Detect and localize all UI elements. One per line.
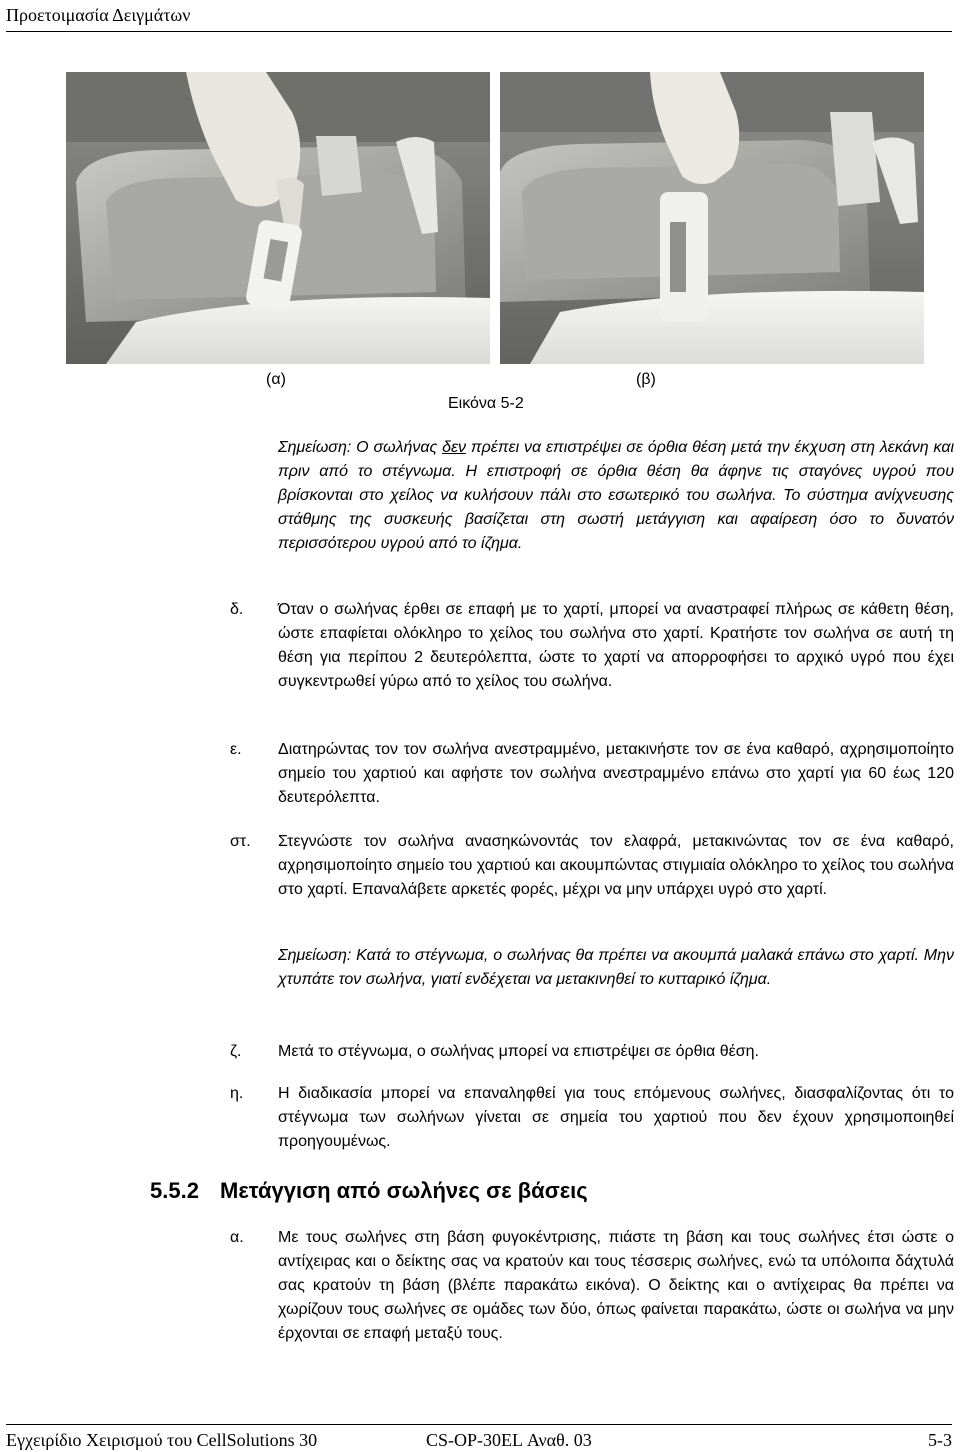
photo-a-illustration [66,72,490,364]
figure-caption-a: (α) [266,371,286,388]
step-z-text: Μετά το στέγνωμα, ο σωλήνας μπορεί να επιστρέψει σε όρθια θέση. [278,1043,759,1060]
figure-caption-b: (β) [636,371,656,388]
page-footer [6,1424,952,1452]
step-d-text: Όταν ο σωλήνας έρθει σε επαφή με το χαρτί, μπορεί να αναστραφεί πλήρως σε κάθετη θέση, ώστε επαφίεται ολόκληρο το χείλος του σωλήνα στο χαρτί. Κρατήστε τον σωλήνα σε αυτή τη θέση για περίπου 2 δευτερόλεπτα, ώστε το χαρτί να απορροφήσει το αρχικό υγρό που έχει συγκεντρωθεί γύρω από το χείλος του σωλήνα. [278,601,954,690]
note-tube-upright [278,436,954,556]
step-z-label: ζ. [230,1043,242,1060]
section-title-text: Μετάγγιση από σωλήνες σε βάσεις [220,1178,588,1203]
note1-rest: πρέπει να επιστρέψει σε όρθια θέση μετά την έκχυση στη λεκάνη και πριν από το στέγνωμα. Η επιστροφή σε όρθια θέση θα άφηνε τις σταγόνες υγρού που βρίσκονται στο χείλος να κυλήσουν πάλι στο εσωτερικό του σωλήνα. Το σύστημα ανίχνευσης στάθμης της συσκευής βασίζεται στη σωστή μετάγγιση και αφαίρεση όσο το δυνατόν περισσότερου υγρού από το ίζημα. [278,439,954,552]
step-a [230,1226,954,1370]
step-e-text: Διατηρώντας τον τον σωλήνα ανεστραμμένο, μετακινήστε τον σε ένα καθαρό, αχρησιμοποίητο σημείο του χαρτιού και αφήστε τον σωλήνα ανεστραμμένο επάνω στο χαρτί για 60 έως 120 δευτερόλεπτα. [278,741,954,806]
step-a-text: Με τους σωλήνες στη βάση φυγοκέντρισης, πιάστε τη βάση και τους σωλήνες έτσι ώστε ο αντίχειρας και ο δείκτης σας να κρατούν και τους τέσσερις σωλήνες, ενώ τα υπόλοιπα δάχτυλά σας κρατούν τη βάση (βλέπε παρακάτω εικόνα). Ο δείκτης και ο αντίχειρας θα πρέπει να χωρίζουν τους σωλήνες σε ομάδες των δύο, όπως φαίνεται παρακάτω, ώστε οι σωλήνα να μην έρχονται σε επαφή μεταξύ τους. [278,1229,954,1342]
section-number: 5.5.2 [150,1178,199,1203]
photo-b-illustration [500,72,924,364]
step-st-label: στ. [230,833,251,850]
step-z [230,1040,954,1064]
note1-underlined: δεν [442,439,467,456]
footer-manual-title: Εγχειρίδιο Χειρισμού του CellSolutions 30 [6,1430,318,1450]
figure-title: Εικόνα 5-2 [448,395,524,412]
step-a-label: α. [230,1229,244,1246]
step-st-text: Στεγνώστε τον σωλήνα ανασηκώνοντάς τον ελαφρά, μετακινώντας τον σε ένα καθαρό, αχρησιμοποίητο σημείο του χαρτιού και ακουμπώντας στιγμιαία ολόκληρο το χείλος του σωλήνα στο χαρτί. Επαναλάβετε αρκετές φορές, μέχρι να μην υπάρχει υγρό στο χαρτί. [278,833,954,898]
header-title: Προετοιμασία Δειγμάτων [6,5,191,25]
step-e-label: ε. [230,741,242,758]
page-header [6,2,952,32]
step-d-label: δ. [230,601,244,618]
step-d [230,598,954,718]
footer-page-number: 5-3 [928,1430,952,1450]
step-e [230,738,954,810]
step-st [230,830,954,926]
photo-a [66,72,490,364]
note-drying: Σημείωση: Κατά το στέγνωμα, ο σωλήνας θα πρέπει να ακουμπά μαλακά επάνω στο χαρτί. Μην χτυπάτε τον σωλήνα, γιατί ενδέχεται να μετακινηθεί το κυτταρικό ίζημα. [278,947,954,988]
section-heading [150,1176,588,1206]
note1-prefix: Σημείωση: Ο σωλήνας [278,439,443,456]
step-h-label: η. [230,1085,244,1102]
step-h-text: Η διαδικασία μπορεί να επαναληφθεί για τους επόμενους σωλήνες, διασφαλίζοντας ότι το στέγνωμα των σωλήνων γίνεται σε σημεία του χαρτιού που δεν έχουν χρησιμοποιηθεί προηγουμένως. [278,1085,954,1150]
step-h [230,1082,954,1154]
footer-doc-code: CS-OP-30EL Αναθ. 03 [426,1430,592,1450]
photo-b [500,72,924,364]
